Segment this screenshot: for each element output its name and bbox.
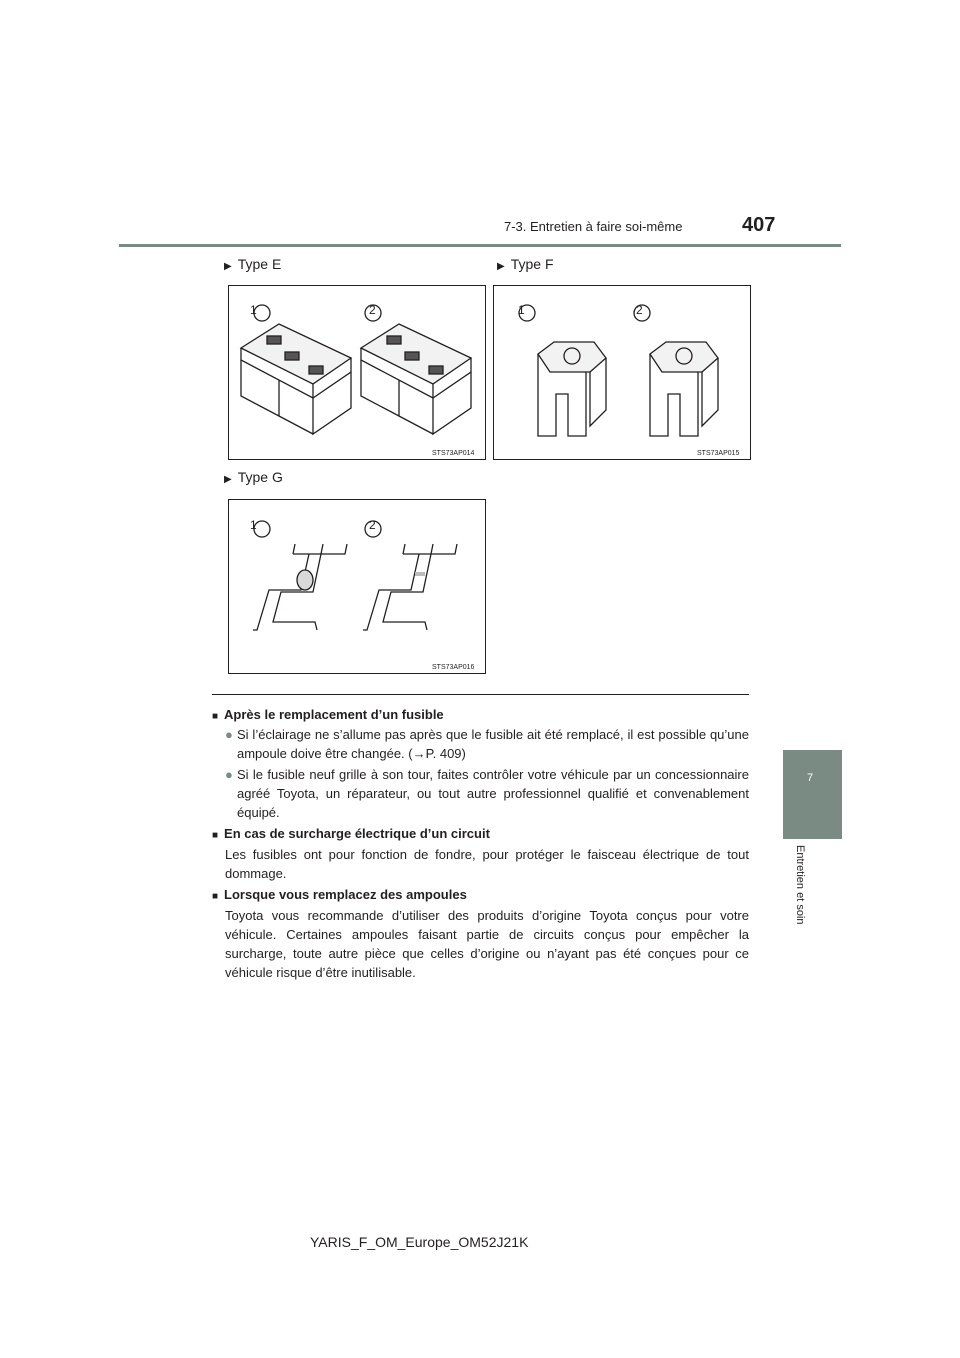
callout-1: 1 <box>518 303 525 317</box>
section-title-after-replacement: ■ Après le remplacement d’un fusible <box>212 707 444 722</box>
section-paragraph: Toyota vous recommande d’utiliser des produits d’origine Toyota conçus pour votre véhicule. Certaines ampoules faisant partie de circuits conçus pour empêcher la surcharge, toute autre pièce que celles d’origine ou n’ayant pas été conçues pour ce véhicule risque d’être inutilisable. <box>225 908 749 980</box>
figure-code: STS73AP016 <box>432 664 475 671</box>
triangle-icon: ▶ <box>497 261 505 272</box>
figure-code: STS73AP014 <box>432 450 475 457</box>
square-bullet-icon: ■ <box>212 891 219 902</box>
round-bullet-icon: ● <box>225 767 233 782</box>
section-paragraph: Les fusibles ont pour fonction de fondre, pour protéger le faisceau électrique de tout dommage. <box>225 847 749 881</box>
callout-2: 2 <box>369 518 376 532</box>
section-rule <box>212 694 749 695</box>
section-title-bulbs: ■ Lorsque vous remplacez des ampoules <box>212 887 467 902</box>
figure-type-g <box>228 499 486 674</box>
bullet-item: ● Si l’éclairage ne s’allume pas après que le fusible ait été remplacé, il est possible qu’une ampoule doive être changée. (→P. 409) <box>225 727 749 761</box>
square-bullet-icon: ■ <box>212 830 219 841</box>
figure-type-e <box>228 285 486 460</box>
chapter-tab <box>783 750 842 839</box>
fuse-type-g-illustration <box>229 500 485 673</box>
callout-1: 1 <box>250 303 257 317</box>
round-bullet-icon: ● <box>225 727 233 742</box>
figure-caption-type-f: ▶ Type F <box>497 256 554 272</box>
fuse-type-f-illustration <box>494 286 750 459</box>
document-footer: YARIS_F_OM_Europe_OM52J21K <box>310 1234 529 1250</box>
square-bullet-icon: ■ <box>212 711 219 722</box>
bullet-item: ● Si le fusible neuf grille à son tour, faites contrôler votre véhicule par un concessionnaire agréé Toyota, un réparateur, ou tout autre professionnel qualifié et convenablement équipé. <box>225 767 749 820</box>
page-number: 407 <box>742 214 776 236</box>
triangle-icon: ▶ <box>224 474 232 485</box>
chapter-label: Entretien et soin <box>794 845 806 925</box>
header-rule <box>119 244 841 247</box>
chapter-number: 7 <box>807 772 814 784</box>
figure-type-f <box>493 285 751 460</box>
callout-2: 2 <box>636 303 643 317</box>
figure-code: STS73AP015 <box>697 450 740 457</box>
callout-2: 2 <box>369 303 376 317</box>
section-title-overload: ■ En cas de surcharge électrique d’un circuit <box>212 826 490 841</box>
triangle-icon: ▶ <box>224 261 232 272</box>
figure-caption-type-g: ▶ Type G <box>224 469 283 485</box>
fuse-type-e-illustration <box>229 286 485 459</box>
callout-1: 1 <box>250 518 257 532</box>
running-header-section: 7-3. Entretien à faire soi-même <box>504 219 683 234</box>
figure-caption-type-e: ▶ Type E <box>224 256 282 272</box>
